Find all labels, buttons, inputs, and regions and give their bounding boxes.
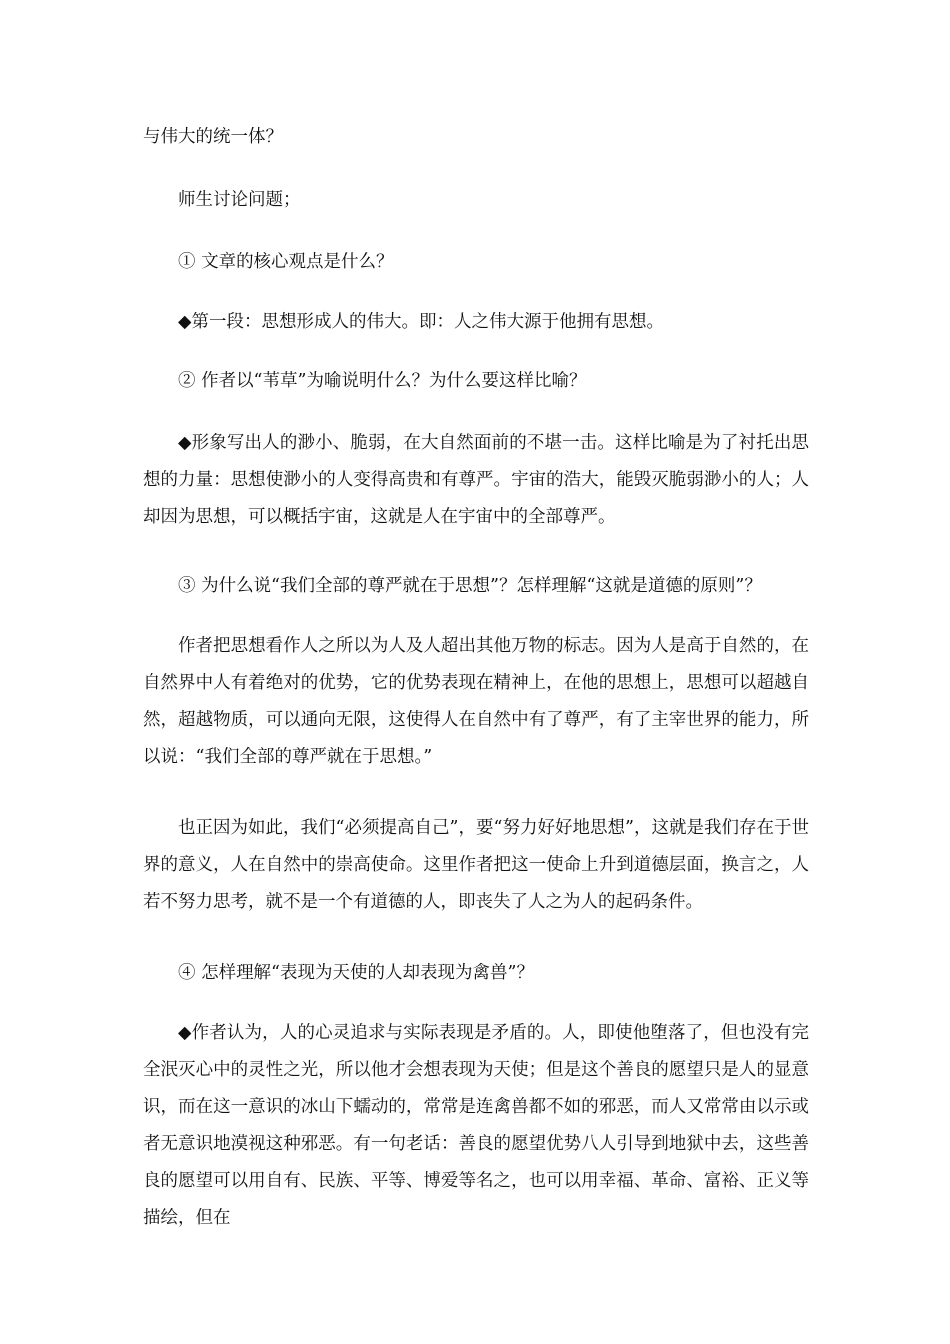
answer-2: ◆形象写出人的渺小、脆弱，在大自然面前的不堪一击。这样比喻是为了衬托出思想的力量：思想使渺小的人变得高贵和有尊严。宇宙的浩大，能毁灭脆弱渺小的人；人却因为思想，可以概括宇宙，这就是人在宇宙中的全部尊严。 — [143, 433, 809, 527]
answer-3-paragraph-1: 作者把思想看作人之所以为人及人超出其他万物的标志。因为人是高于自然的，在自然界中人有着绝对的优势，它的优势表现在精神上，在他的思想上，思想可以超越自然，超越物质，可以通向无限，这使得人在自然中有了尊严，有了主宰世界的能力，所以说：“我们全部的尊严就在于思想。” — [143, 636, 809, 767]
question-2: ② 作者以“苇草”为喻说明什么？为什么要这样比喻？ — [178, 371, 587, 391]
paragraph-1: 与伟大的统一体？ — [143, 127, 283, 147]
answer-4: ◆作者认为，人的心灵追求与实际表现是矛盾的。人，即使他堕落了，但也没有完全泯灭心中的灵性之光，所以他才会想表现为天使；但是这个善良的愿望只是人的显意识，而在这一意识的冰山下蠕动的，常常是连禽兽都不如的邪恶，而人又常常由以示或者无意识地漠视这种邪恶。有一句老话：善良的愿望优势八人引导到地狱中去，这些善良的愿望可以用自有、民族、平等、博爱等名之，也可以用幸福、革命、富裕、正义等描绘，但在 — [143, 1023, 809, 1228]
answer-1: ◆第一段：思想形成人的伟大。即：人之伟大源于他拥有思想。 — [178, 312, 664, 332]
question-4: ④ 怎样理解“表现为天使的人却表现为禽兽”？ — [178, 963, 534, 983]
question-1: ① 文章的核心观点是什么？ — [178, 252, 394, 272]
question-3: ③ 为什么说“我们全部的尊严就在于思想”？怎样理解“这就是道德的原则”？ — [178, 576, 762, 596]
answer-3-paragraph-2: 也正因为如此，我们“必须提高自己”，要“努力好好地思想”，这就是我们存在于世界的意义，人在自然中的崇高使命。这里作者把这一使命上升到道德层面，换言之，人若不努力思考，就不是一个有道德的人，即丧失了人之为人的起码条件。 — [143, 818, 809, 912]
paragraph-2: 师生讨论问题； — [178, 190, 301, 210]
